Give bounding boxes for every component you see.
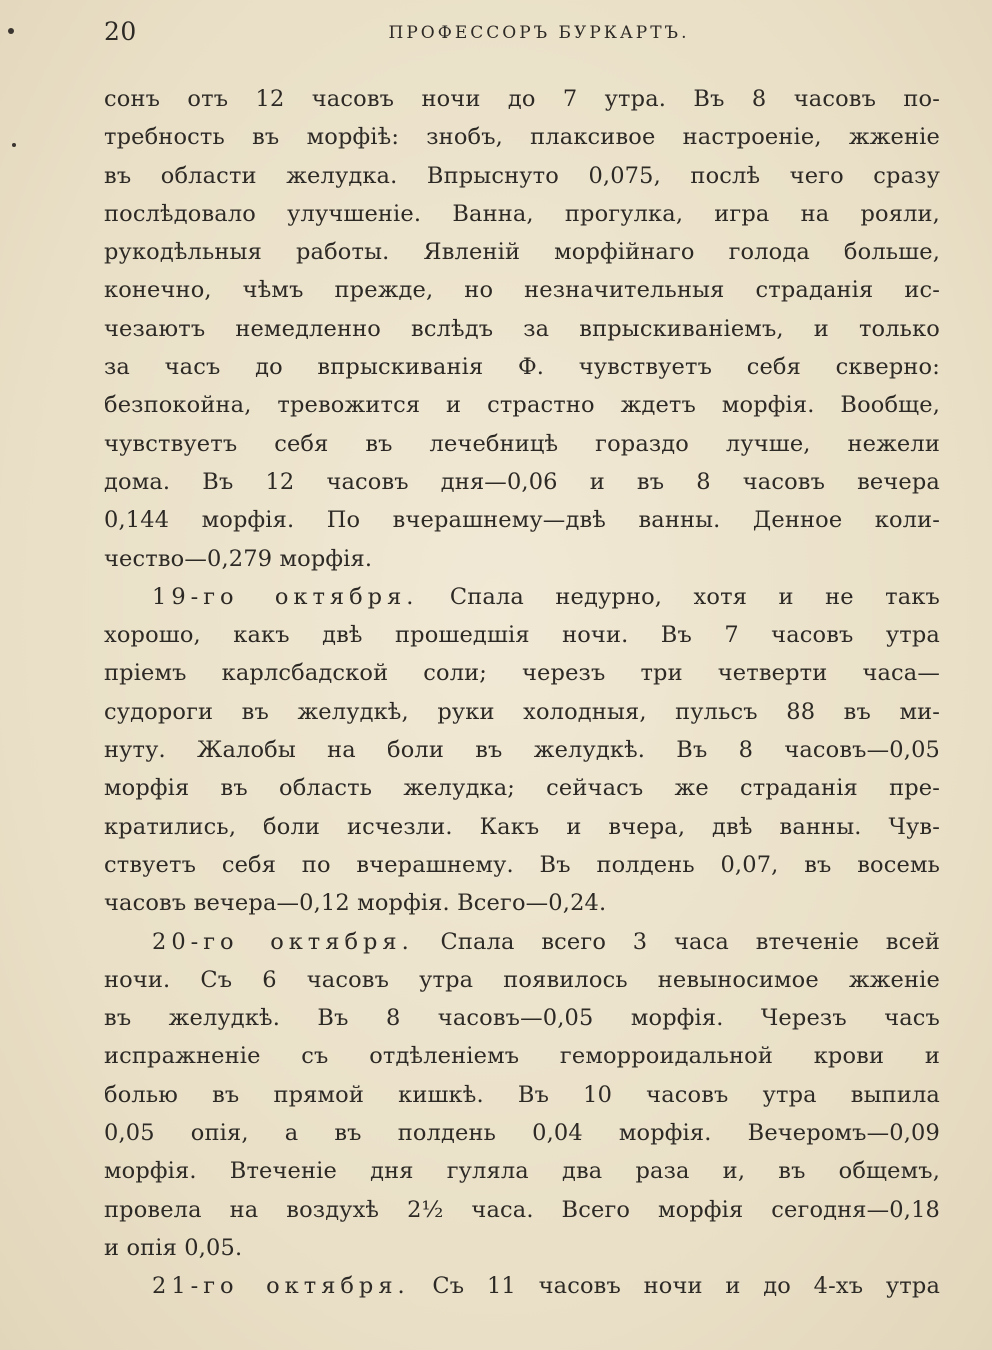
text-line: чезаютъ немедленно вслѣдъ за впрыскиванiемъ, и только [104,315,940,342]
text-line: въ желудкѣ. Въ 8 часовъ—0,05 морфiя. Черезъ часъ [104,1005,940,1032]
text-line: чувствуетъ себя въ лечебницѣ гораздо лучше, нежели [104,430,940,457]
page-number: 20 [104,17,137,46]
text-line: хорошо, какъ двѣ прошедшiя ночи. Въ 7 часовъ утра [104,622,940,649]
text-line: 0,144 морфiя. По вчерашнему—двѣ ванны. Денное коли- [104,507,940,534]
text-line: нуту. Жалобы на боли въ желудкѣ. Въ 8 часовъ—0,05 [104,737,940,764]
text-line: рукодѣльныя работы. Явленiй морфiйнаго голода больше, [104,239,940,266]
text-line: провела на воздухѣ 2½ часа. Всего морфiя сегодня—0,18 [104,1196,940,1223]
text-line: испражненiе съ отдѣленiемъ геморроидальной крови и [104,1043,940,1070]
entry-date: 21-го октября. [152,1273,410,1300]
text-line: въ области желудка. Впрыснуто 0,075, послѣ чего сразу [104,162,940,189]
entry-line: 20-го октября. Спала всего 3 часа втеченiе всей [152,928,940,955]
text-line: кратились, боли исчезли. Какъ и вчера, двѣ ванны. Чув- [104,813,940,840]
entry-date: 19-го октября. [152,583,419,610]
body-text [104,80,940,1306]
text-line: чество—0,279 морфiя. [104,545,373,572]
text-line: болью въ прямой кишкѣ. Въ 10 часовъ утра выпила [104,1081,940,1108]
running-title: ПРОФЕССОРЪ БУРКАРТЪ. [388,23,690,43]
page-header [104,16,940,52]
text-line: ствуетъ себя по вчерашнему. Въ полдень 0,07, въ восемь [104,851,940,878]
text-line: прiемъ карлсбадской соли; черезъ три четверти часа— [104,660,940,687]
text-line: требность въ морфiѣ: знобъ, плаксивое настроенiе, жженiе [104,124,940,151]
text-line: часовъ вечера—0,12 морфiя. Всего—0,24. [104,890,607,917]
ink-speck [8,28,14,34]
text-line: безпокойна, тревожится и страстно ждетъ морфiя. Вообще, [104,392,940,419]
text-line: морфiя въ область желудка; сейчасъ же страданiя пре- [104,775,940,802]
text-line: и опiя 0,05. [104,1234,243,1261]
text-line: дома. Въ 12 часовъ дня—0,06 и въ 8 часовъ вечера [104,468,940,495]
entry-date: 20-го октября. [152,928,414,955]
ink-speck [12,143,16,147]
entry-line: 21-го октября. Съ 11 часовъ ночи и до 4-хъ утра [152,1273,940,1300]
text-line: послѣдовало улучшенiе. Ванна, прогулка, игра на рояли, [104,200,940,227]
text-line: за часъ до впрыскиванiя Ф. чувствуетъ себя скверно: [104,354,940,381]
text-line: ночи. Съ 6 часовъ утра появилось невыносимое жженiе [104,966,940,993]
entry-line: 19-го октября. Спала недурно, хотя и не такъ [152,583,940,610]
text-line: сонъ отъ 12 часовъ ночи до 7 утра. Въ 8 часовъ по- [104,86,940,112]
text-line: морфiя. Втеченiе дня гуляла два раза и, въ общемъ, [104,1158,940,1185]
text-line: 0,05 опiя, а въ полдень 0,04 морфiя. Вечеромъ—0,09 [104,1120,940,1147]
text-line: судороги въ желудкѣ, руки холодныя, пульсъ 88 въ ми- [104,698,940,725]
text-line: конечно, чѣмъ прежде, но незначительныя страданiя ис- [104,277,940,304]
